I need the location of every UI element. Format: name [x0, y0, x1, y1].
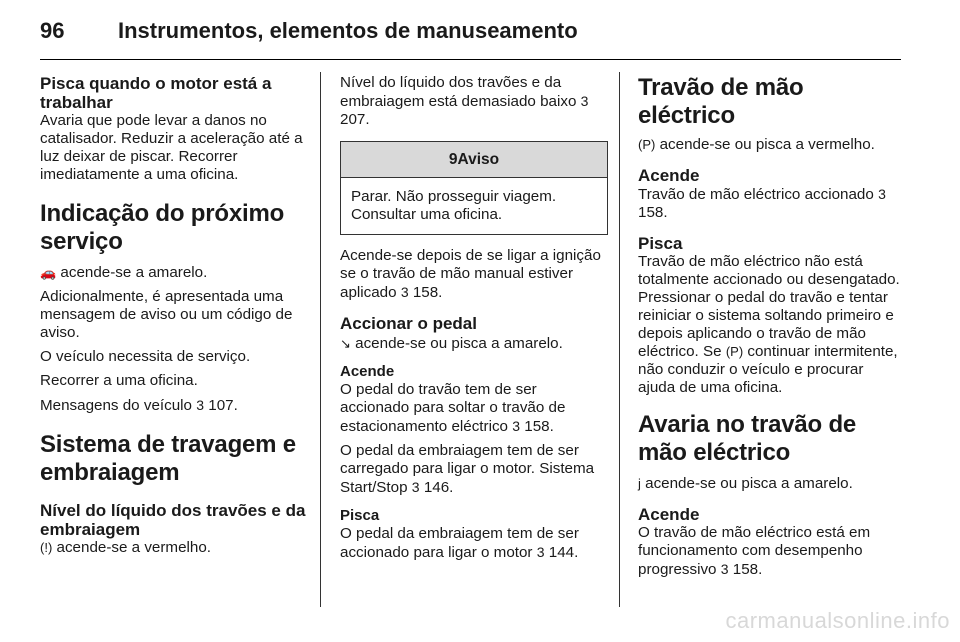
brake-fluid-warning-icon: (!): [40, 540, 53, 555]
paragraph: Avaria que pode levar a danos no catalisador. Reduzir a aceleração até a luz deixar de piscar. Recorrer imediatamente a uma oficina.: [40, 112, 303, 183]
paragraph: (P) acende-se ou pisca a vermelho.: [638, 136, 875, 153]
warning-body: Parar. Não prosseguir viagem. Consultar uma oficina.: [351, 188, 557, 223]
paragraph: Recorrer a uma oficina.: [40, 372, 198, 389]
paragraph: O pedal da embraiagem tem de ser carregado para ligar o motor. Sistema Start/Stop 3 146.: [340, 442, 595, 496]
page-reference-icon: 3: [720, 561, 729, 577]
warning-title: Aviso: [457, 150, 500, 168]
page-reference-icon: 3: [580, 93, 589, 109]
section-heading-travao-mao: Travão de mão eléctrico: [638, 74, 804, 129]
warning-triangle-icon: 9: [448, 150, 458, 168]
paragraph: j acende-se ou pisca a amarelo.: [638, 475, 853, 492]
paragraph: Travão de mão eléctrico accionado 3 158.: [638, 186, 886, 221]
section-heading-pisca-motor: Pisca quando o motor está a trabalhar: [40, 74, 272, 112]
page-reference-link[interactable]: 107.: [208, 397, 238, 414]
page-number: 96: [40, 18, 65, 43]
page-reference-link[interactable]: 207.: [340, 111, 370, 128]
page-reference-link[interactable]: 158.: [638, 204, 668, 221]
warning-box: [340, 141, 608, 235]
header-divider: [40, 59, 901, 60]
subheading-acende: Acende: [638, 505, 700, 524]
page-reference-icon: 3: [536, 544, 545, 560]
section-heading-travagem: Sistema de travagem e embraiagem: [40, 431, 296, 486]
warning-header: [341, 142, 607, 178]
page-reference-icon: 3: [400, 284, 409, 300]
subheading-acende: Acende: [340, 363, 395, 380]
paragraph: O pedal do travão tem de ser accionado para soltar o travão de estacionamento eléctrico 3 158.: [340, 381, 566, 435]
pedal-icon: ↘: [340, 336, 351, 351]
paragraph: 🚗 acende-se a amarelo.: [40, 264, 208, 281]
page-reference-icon: 3: [878, 186, 886, 202]
section-heading-accionar-pedal: Accionar o pedal: [340, 314, 477, 333]
section-heading-avaria-travao: Avaria no travão de mão eléctrico: [638, 411, 857, 466]
paragraph: Acende-se depois de se ligar a ignição se o travão de mão manual estiver aplicado 3 158.: [340, 247, 601, 301]
column-right: [638, 74, 902, 579]
column-divider-2: [619, 72, 620, 607]
parking-brake-icon: (P): [638, 137, 656, 152]
page-reference-link[interactable]: 158.: [732, 561, 763, 578]
page-reference-link[interactable]: 158.: [412, 284, 443, 301]
paragraph: ↘ acende-se ou pisca a amarelo.: [340, 335, 563, 352]
paragraph: Mensagens do veículo 3 107.: [40, 397, 238, 414]
page-reference-icon: 3: [411, 479, 420, 495]
page-title: Instrumentos, elementos de manuseamento: [118, 18, 578, 43]
section-heading-proximo-servico: Indicação do próximo serviço: [40, 200, 285, 255]
paragraph: O pedal da embraiagem tem de ser accionado para ligar o motor 3 144.: [340, 525, 579, 561]
paragraph: Travão de mão eléctrico não está totalmente accionado ou desengatado. Pressionar o pedal do travão e tentar reiniciar o sistema soltando primeiro e depois aplicando o travão de mão eléctrico. Se (P) continuar intermitente, não conduzir o veículo e procurar ajuda de uma oficina.: [638, 253, 900, 396]
parking-brake-icon: (P): [725, 344, 744, 359]
page-reference-icon: 3: [196, 397, 205, 413]
subheading-pisca: Pisca: [638, 234, 683, 253]
service-car-icon: 🚗: [40, 265, 57, 280]
column-left: [40, 74, 312, 557]
paragraph: O travão de mão eléctrico está em funcionamento com desempenho progressivo 3 158.: [638, 524, 871, 578]
paragraph: Adicionalmente, é apresentada uma mensagem de aviso ou um código de aviso.: [40, 288, 293, 341]
watermark: carmanualsonline.info: [725, 608, 950, 633]
paragraph: (!) acende-se a vermelho.: [40, 539, 212, 556]
column-divider-1: [320, 72, 321, 607]
subsection-heading-nivel-liquido: Nível do líquido dos travões e da embraiagem: [40, 501, 306, 539]
subheading-acende: Acende: [638, 166, 700, 185]
page-reference-link[interactable]: 146.: [423, 479, 454, 496]
page-reference-icon: 3: [512, 418, 521, 434]
paragraph: Nível do líquido dos travões e da embraiagem está demasiado baixo 3 207.: [340, 74, 589, 128]
page-header: [40, 18, 578, 48]
brake-fault-icon: j: [638, 476, 641, 491]
paragraph: O veículo necessita de serviço.: [40, 348, 251, 365]
page-reference-link[interactable]: 158.: [524, 418, 554, 435]
page-reference-link[interactable]: 144.: [548, 544, 579, 561]
column-middle: [340, 74, 608, 562]
subheading-pisca: Pisca: [340, 507, 380, 524]
